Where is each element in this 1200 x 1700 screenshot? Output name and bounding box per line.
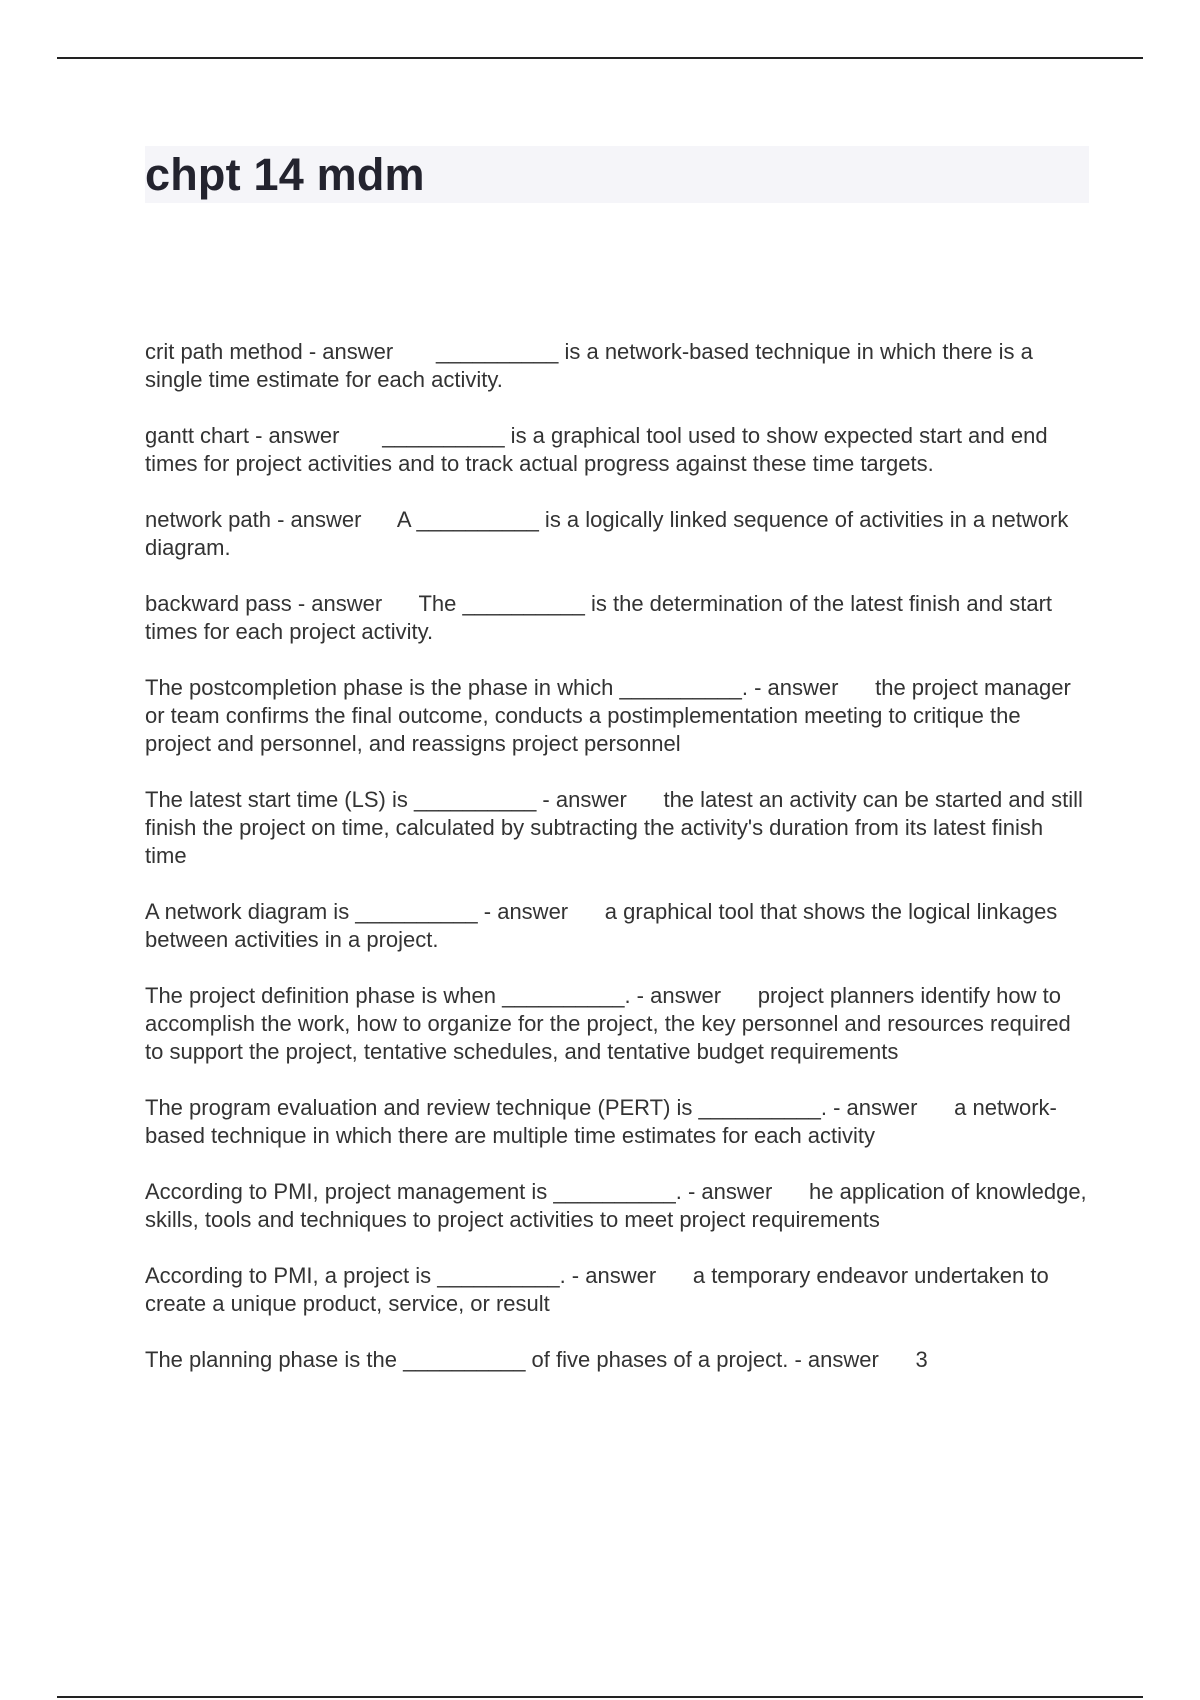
flashcard-item: backward pass - answer The __________ is the determination of the latest finish and start times for each project activity. (145, 591, 1059, 644)
flashcard-item: According to PMI, a project is __________. - answer a temporary endeavor undertaken to create a unique product, service, or result (145, 1263, 1055, 1316)
flashcard-item: The program evaluation and review technique (PERT) is __________. - answer a network-based technique in which there are multiple time estimates for each activity (145, 1095, 1057, 1148)
flashcard-item: crit path method - answer __________ is a network-based technique in which there is a single time estimate for each activity. (145, 339, 1039, 392)
flashcard-item: gantt chart - answer __________ is a graphical tool used to show expected start and end times for project activities and to track actual progress against these time targets. (145, 423, 1054, 476)
bottom-divider (57, 1696, 1143, 1698)
flashcard-item: The planning phase is the __________ of five phases of a project. - answer 3 (145, 1347, 928, 1372)
flashcard-item: The postcompletion phase is the phase in which __________. - answer the project manager or team confirms the final outcome, conducts a postimplementation meeting to critique the project and personnel, and reassigns project personnel (145, 675, 1077, 756)
flashcard-item: A network diagram is __________ - answer a graphical tool that shows the logical linkages between activities in a project. (145, 899, 1064, 952)
flashcard-item: The latest start time (LS) is __________ - answer the latest an activity can be started and still finish the project on time, calculated by subtracting the activity's duration from its latest finish time (145, 787, 1090, 868)
flashcard-list (145, 338, 1093, 1402)
flashcard-item: The project definition phase is when __________. - answer project planners identify how to accomplish the work, how to organize for the project, the key personnel and resources required to support the project, tentative schedules, and tentative budget requirements (145, 983, 1077, 1064)
flashcard-item: network path - answer A __________ is a logically linked sequence of activities in a network diagram. (145, 507, 1075, 560)
top-divider (57, 57, 1143, 59)
document-title: chpt 14 mdm (145, 149, 425, 200)
flashcard-item: According to PMI, project management is __________. - answer he application of knowledge, skills, tools and techniques to project activities to meet project requirements (145, 1179, 1093, 1232)
